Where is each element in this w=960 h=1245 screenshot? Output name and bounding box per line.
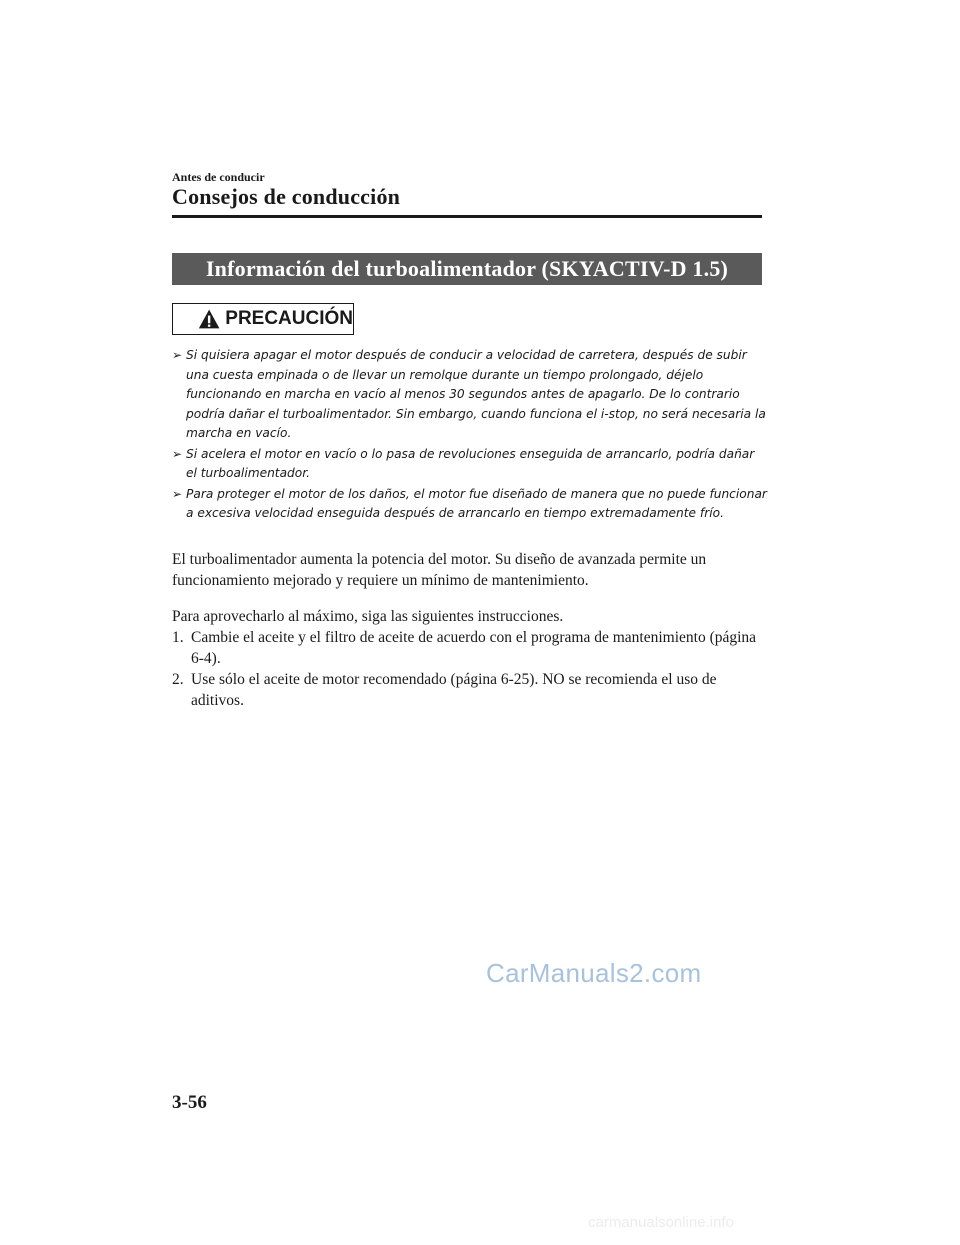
list-item xyxy=(172,627,762,669)
caution-item-text: Si acelera el motor en vacío o lo pasa de revoluciones enseguida de arrancarlo, podría dañar el turboalimentador. xyxy=(186,446,755,480)
section-heading: Información del turboalimentador (SKYACTIV-D 1.5) xyxy=(172,253,762,285)
caution-badge xyxy=(172,303,354,335)
list-item xyxy=(172,669,762,711)
caution-list xyxy=(172,346,767,525)
page-title: Consejos de conducción xyxy=(172,184,401,209)
chapter-label: Antes de conducir xyxy=(172,170,265,184)
caution-item xyxy=(172,485,767,524)
arrow-bullet-icon: ➢ xyxy=(172,446,183,461)
caution-item xyxy=(172,346,767,444)
warning-icon xyxy=(198,307,220,331)
caution-item-text: Para proteger el motor de los daños, el motor fue diseñado de manera que no puede funcionar a excesiva velocidad enseguida después de arrancarlo en tiempo extremadamente frío. xyxy=(186,486,767,520)
arrow-bullet-icon: ➢ xyxy=(172,348,183,362)
page-number: 3-56 xyxy=(172,1092,207,1113)
instructions-intro: Para aprovecharlo al máximo, siga las siguientes instrucciones. xyxy=(172,608,564,625)
intro-paragraph: El turboalimentador aumenta la potencia del motor. Su diseño de avanzada permite un funcionamiento mejorado y requiere un mínimo de mantenimiento. xyxy=(172,551,707,589)
caution-item xyxy=(172,445,767,484)
step-number: 2. xyxy=(172,671,184,688)
step-text: Cambie el aceite y el filtro de aceite de acuerdo con el programa de mantenimiento (página 6-4). xyxy=(191,629,757,667)
header-divider xyxy=(172,215,762,218)
caution-label: PRECAUCIÓN xyxy=(225,308,353,329)
step-text: Use sólo el aceite de motor recomendado (página 6-25). NO se recomienda el uso de aditivos. xyxy=(191,671,717,709)
step-number: 1. xyxy=(172,629,184,646)
caution-item-text: Si quisiera apagar el motor después de conducir a velocidad de carretera, después de subir una cuesta empinada o de llevar un remolque durante un tiempo prolongado, déjelo funcionando en marcha en vacío al menos 30 segundos antes de apagarlo. De lo contrario podría dañar el turboalimentador. Sin embargo, cuando funciona el i-stop, no será necesaria la marcha en vacío. xyxy=(186,348,766,440)
footer-site-watermark: carmanualsonline.info xyxy=(588,1214,734,1231)
arrow-bullet-icon: ➢ xyxy=(172,486,183,501)
watermark: CarManuals2.com xyxy=(486,958,702,988)
instruction-list xyxy=(172,627,762,711)
